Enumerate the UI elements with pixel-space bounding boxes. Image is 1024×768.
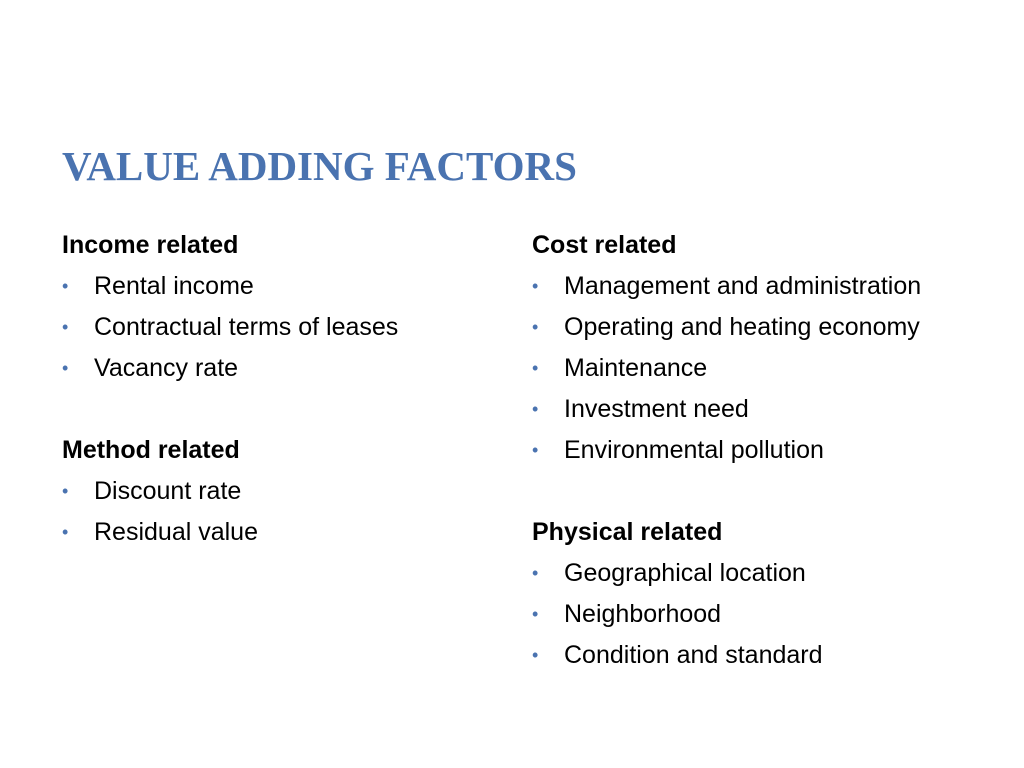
bullet-icon: • bbox=[532, 399, 539, 419]
list-item bbox=[532, 389, 1012, 430]
section-income-related bbox=[62, 225, 502, 389]
right-column bbox=[532, 225, 1012, 676]
list-item bbox=[532, 635, 1012, 676]
list-item-text: Condition and standard bbox=[564, 641, 823, 669]
bullet-list bbox=[532, 553, 1012, 676]
section-physical-related bbox=[532, 512, 1012, 676]
list-item bbox=[532, 266, 1012, 307]
section-heading: Physical related bbox=[532, 518, 723, 546]
bullet-icon: • bbox=[62, 276, 69, 296]
list-item-text: Environmental pollution bbox=[564, 436, 824, 464]
list-item-text: Discount rate bbox=[94, 477, 242, 505]
list-item-text: Management and administration bbox=[564, 272, 922, 300]
list-item bbox=[62, 512, 502, 553]
bullet-icon: • bbox=[62, 317, 69, 337]
list-item-text: Vacancy rate bbox=[94, 354, 239, 382]
bullet-icon: • bbox=[62, 358, 69, 378]
list-item bbox=[62, 348, 502, 389]
section-cost-related bbox=[532, 225, 1012, 471]
list-item bbox=[532, 348, 1012, 389]
list-item bbox=[532, 594, 1012, 635]
list-item-text: Maintenance bbox=[564, 354, 708, 382]
bullet-icon: • bbox=[62, 481, 69, 501]
bullet-list bbox=[62, 471, 502, 553]
bullet-icon: • bbox=[532, 645, 539, 665]
section-heading: Cost related bbox=[532, 231, 677, 259]
list-item bbox=[532, 553, 1012, 594]
section-method-related bbox=[62, 430, 502, 553]
bullet-icon: • bbox=[532, 276, 539, 296]
section-heading: Method related bbox=[62, 436, 240, 464]
bullet-icon: • bbox=[532, 317, 539, 337]
list-item-text: Contractual terms of leases bbox=[94, 313, 399, 341]
bullet-icon: • bbox=[532, 440, 539, 460]
list-item-text: Residual value bbox=[94, 518, 258, 546]
list-item-text: Geographical location bbox=[564, 559, 806, 587]
list-item-text: Investment need bbox=[564, 395, 749, 423]
bullet-list bbox=[532, 266, 1012, 471]
list-item-text: Neighborhood bbox=[564, 600, 722, 628]
list-item-text: Rental income bbox=[94, 272, 254, 300]
list-item-text: Operating and heating economy bbox=[564, 313, 920, 341]
list-item bbox=[532, 307, 1012, 348]
bullet-icon: • bbox=[532, 358, 539, 378]
list-item bbox=[532, 430, 1012, 471]
bullet-icon: • bbox=[532, 604, 539, 624]
section-heading: Income related bbox=[62, 231, 239, 259]
slide-title: VALUE ADDING FACTORS bbox=[62, 143, 577, 189]
list-item bbox=[62, 266, 502, 307]
bullet-list bbox=[62, 266, 502, 389]
left-column bbox=[62, 225, 502, 553]
bullet-icon: • bbox=[62, 522, 69, 542]
list-item bbox=[62, 471, 502, 512]
list-item bbox=[62, 307, 502, 348]
bullet-icon: • bbox=[532, 563, 539, 583]
